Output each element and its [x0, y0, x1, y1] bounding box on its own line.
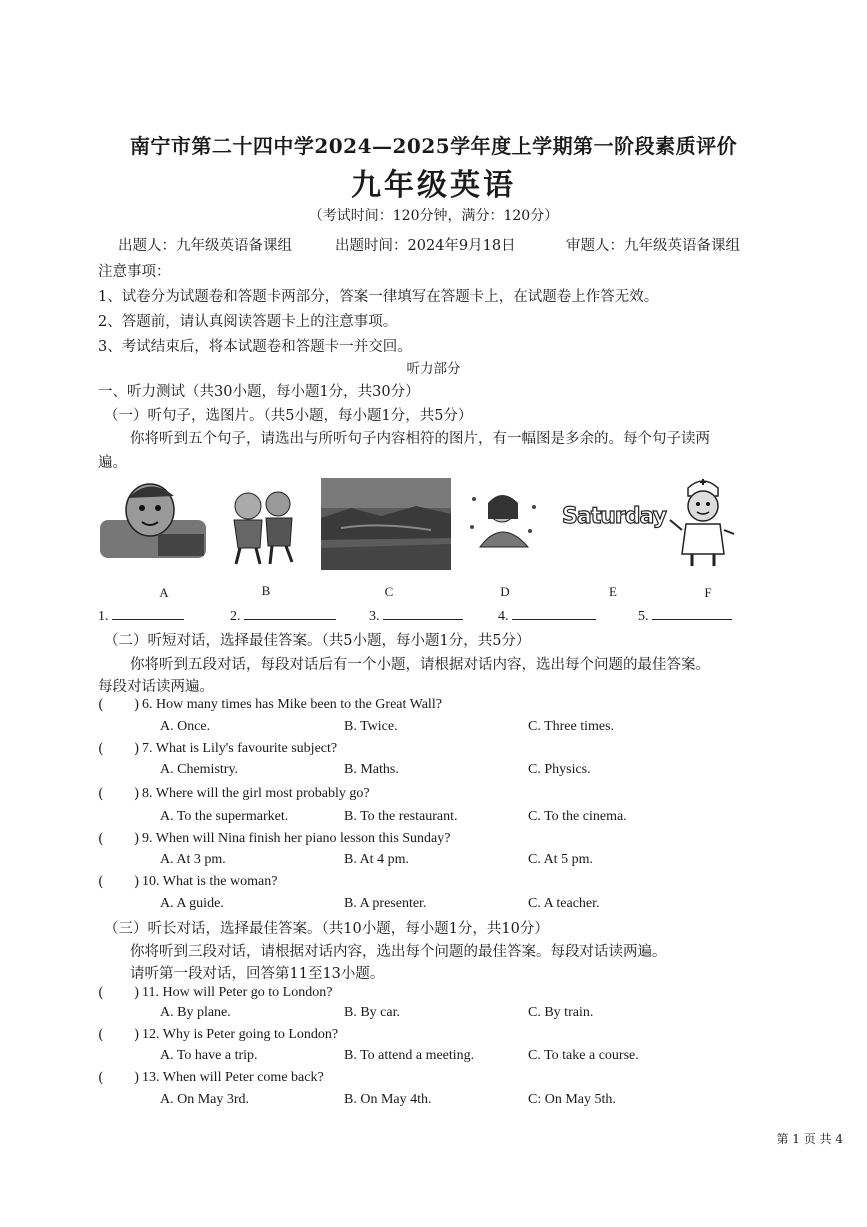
answer-blank[interactable]: 2.: [230, 607, 336, 625]
option-c: C. A teacher.: [528, 896, 600, 911]
part2-title: （二）听短对话，选择最佳答案。（共5小题，每小题1分，共5分）: [104, 633, 531, 649]
answer-paren-close: ): [134, 831, 140, 847]
option-c: C: On May 5th.: [528, 1092, 616, 1107]
answer-paren-close: ): [134, 1027, 140, 1043]
answer-paren-open: (: [98, 697, 104, 713]
notes-heading: 注意事项：: [98, 264, 171, 280]
picture-label: B: [261, 583, 271, 598]
option-c: C. At 5 pm.: [528, 852, 593, 867]
part2-instruction: 你将听到五段对话，每段对话后有一个小题，请根据对话内容，选出每个问题的最佳答案。: [130, 657, 710, 673]
picture-a: [98, 478, 210, 564]
reviewer: 审题人：九年级英语备课组: [566, 238, 740, 254]
question-text: 13. When will Peter come back?: [142, 1070, 324, 1085]
exam-date: 出题时间：2024年9月18日: [335, 238, 516, 254]
part3-instruction: 你将听到三段对话，请根据对话内容，选出每个问题的最佳答案。每段对话读两遍。: [130, 944, 667, 960]
picture-b: [220, 486, 308, 566]
part2-instruction: 每段对话读两遍。: [98, 679, 214, 695]
part1-instruction: 你将听到五个句子，请选出与所听句子内容相符的图片，有一幅图是多余的。每个句子读两: [130, 431, 710, 447]
picture-label: D: [500, 584, 510, 599]
question-text: 7. What is Lily's favourite subject?: [142, 741, 338, 756]
answer-paren-open: (: [98, 874, 104, 890]
question-text: 8. Where will the girl most probably go?: [142, 786, 370, 801]
option-c: C. By train.: [528, 1005, 594, 1020]
school-title: 南宁市第二十四中学2024—2025学年度上学期第一阶段素质评价: [129, 134, 738, 158]
question-text: 9. When will Nina finish her piano lesson this Sunday?: [142, 831, 451, 846]
option-a: A. A guide.: [160, 896, 224, 911]
option-a: A. Chemistry.: [160, 762, 239, 777]
page-number: 第 1 页 共 4: [776, 1132, 843, 1146]
section-title: 一、听力测试（共30小题，每小题1分，共30分）: [98, 384, 420, 400]
answer-paren-open: (: [98, 741, 104, 757]
option-c: C. Three times.: [528, 719, 615, 734]
option-b: B. To attend a meeting.: [344, 1048, 475, 1063]
subject-title: 九年级英语: [351, 168, 516, 203]
answer-paren-open: (: [98, 1027, 104, 1043]
note-item: 3、考试结束后，将本试题卷和答题卡一并交回。: [98, 339, 412, 355]
picture-f: [666, 474, 740, 570]
picture-label: F: [704, 585, 712, 600]
picture-e: Saturday: [562, 504, 666, 529]
option-b: B. A presenter.: [344, 896, 427, 911]
exam-info: （考试时间：120分钟，满分：120分）: [308, 208, 559, 224]
question-text: 12. Why is Peter going to London?: [142, 1027, 339, 1042]
setter: 出题人：九年级英语备课组: [118, 238, 292, 254]
option-a: A. On May 3rd.: [160, 1092, 250, 1107]
question-text: 10. What is the woman?: [142, 874, 278, 889]
answer-blank[interactable]: 1.: [98, 607, 184, 625]
note-item: 2、答题前，请认真阅读答题卡上的注意事项。: [98, 314, 398, 330]
option-c: C. Physics.: [528, 762, 591, 777]
answer-paren-close: ): [134, 874, 140, 890]
option-b: B. To the restaurant.: [344, 809, 458, 824]
option-a: A. To the supermarket.: [160, 809, 289, 824]
option-c: C. To take a course.: [528, 1048, 639, 1063]
answer-paren-close: ): [134, 741, 140, 757]
picture-label: C: [384, 584, 394, 599]
part1-title: （一）听句子，选图片。（共5小题，每小题1分，共5分）: [104, 408, 473, 424]
option-a: A. At 3 pm.: [160, 852, 226, 867]
option-a: A. By plane.: [160, 1005, 231, 1020]
answer-blank[interactable]: 5.: [638, 607, 732, 625]
answer-paren-close: ): [134, 697, 140, 713]
listening-part-title: 听力部分: [406, 361, 461, 377]
option-b: B. Maths.: [344, 762, 399, 777]
question-text: 11. How will Peter go to London?: [142, 985, 333, 1000]
answer-paren-open: (: [98, 786, 104, 802]
picture-label: A: [159, 585, 169, 600]
picture-d: [464, 487, 544, 557]
part3-title: （三）听长对话，选择最佳答案。（共10小题，每小题1分，共10分）: [104, 921, 549, 937]
answer-paren-open: (: [98, 831, 104, 847]
option-b: B. At 4 pm.: [344, 852, 409, 867]
question-text: 6. How many times has Mike been to the Great Wall?: [142, 697, 442, 712]
option-a: A. To have a trip.: [160, 1048, 258, 1063]
answer-paren-open: (: [98, 1070, 104, 1086]
option-a: A. Once.: [160, 719, 211, 734]
option-b: B. Twice.: [344, 719, 398, 734]
answer-paren-open: (: [98, 985, 104, 1001]
answer-paren-close: ): [134, 786, 140, 802]
part3-instruction: 请听第一段对话，回答第11至13小题。: [130, 966, 385, 982]
option-b: B. By car.: [344, 1005, 400, 1020]
answer-blank[interactable]: 4.: [498, 607, 596, 625]
picture-c: [321, 478, 451, 570]
picture-label: E: [609, 584, 617, 599]
answer-paren-close: ): [134, 985, 140, 1001]
answer-paren-close: ): [134, 1070, 140, 1086]
answer-blank[interactable]: 3.: [369, 607, 463, 625]
note-item: 1、试卷分为试题卷和答题卡两部分，答案一律填写在答题卡上，在试题卷上作答无效。: [98, 289, 659, 305]
option-c: C. To the cinema.: [528, 809, 627, 824]
option-b: B. On May 4th.: [344, 1092, 432, 1107]
part1-instruction: 遍。: [98, 455, 127, 471]
